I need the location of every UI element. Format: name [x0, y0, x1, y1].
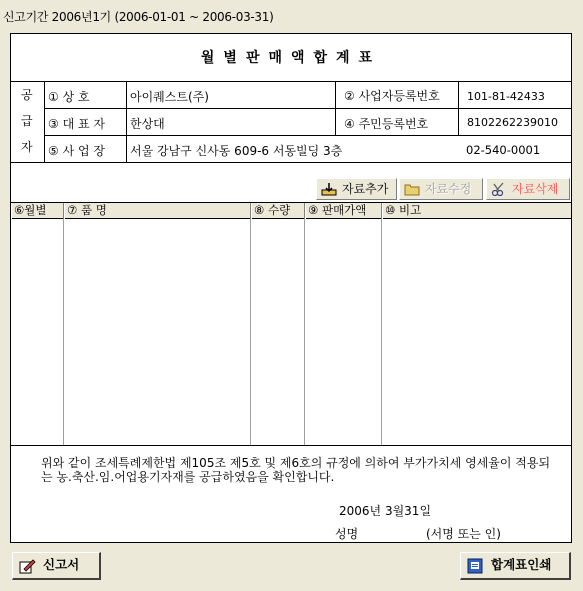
edit-data-button[interactable]	[399, 178, 483, 200]
side-char: 공	[21, 88, 33, 102]
resno-label: ④ 주민등록번호	[336, 109, 459, 136]
period-label: 신고기간 2006년1기 (2006-01-01 ~ 2006-03-31)	[3, 10, 274, 24]
add-data-label: 자료추가	[342, 182, 389, 196]
folder-icon	[404, 182, 420, 196]
notice-area	[11, 445, 571, 544]
delete-data-button[interactable]	[486, 178, 570, 200]
scissors-icon	[491, 182, 507, 196]
company-label: ① 상 호	[45, 82, 127, 109]
phone-value: 02-540-0001	[466, 143, 541, 157]
delete-data-label: 자료삭제	[512, 182, 559, 196]
bizno-label: ② 사업자등록번호	[336, 82, 459, 109]
add-data-button[interactable]	[316, 178, 397, 200]
pen-document-icon	[18, 558, 36, 574]
col-divider	[11, 219, 64, 445]
side-char: 자	[21, 140, 33, 154]
side-char: 급	[21, 114, 33, 128]
print-summary-button[interactable]	[460, 552, 571, 580]
company-value: 아이퀘스트(주)	[127, 82, 336, 109]
sign-hint: (서명 또는 인)	[426, 527, 501, 541]
print-document-icon	[466, 558, 484, 574]
addr-label: ⑤ 사 업 장	[45, 136, 127, 163]
col-note[interactable]: ⑩ 비고	[382, 203, 571, 219]
sign-label: 성명	[335, 527, 359, 541]
supplier-table	[11, 82, 571, 163]
bizno-value: 101-81-42433	[459, 82, 571, 109]
rep-value: 한상대	[127, 109, 336, 136]
col-divider	[305, 219, 382, 445]
col-month[interactable]: ⑥월별	[11, 203, 64, 219]
col-amount[interactable]: ⑨ 판매가액	[305, 203, 382, 219]
supplier-side-cell	[11, 82, 45, 163]
rep-label: ③ 대 표 자	[45, 109, 127, 136]
list-header	[11, 202, 571, 219]
notice-date: 2006년 3월31일	[339, 504, 432, 518]
addr-value: 서울 강남구 신사동 609-6 서동빌딩 3층	[127, 136, 571, 163]
col-item[interactable]: ⑦ 품 명	[64, 203, 251, 219]
form-frame	[10, 33, 572, 543]
print-summary-label: 합계표인쇄	[491, 557, 552, 572]
form-title: 월별판매액합계표	[11, 34, 571, 82]
report-button[interactable]	[12, 552, 101, 580]
list-body[interactable]	[11, 219, 571, 445]
download-tray-icon	[321, 182, 337, 196]
col-divider	[64, 219, 251, 445]
col-qty[interactable]: ⑧ 수량	[251, 203, 305, 219]
col-divider	[251, 219, 305, 445]
notice-text: 위와 같이 조세특례제한법 제105조 제5호 및 제6호의 규정에 의하여 부가가치세 영세율이 적용되는 농.축산.임.어업용기자재를 공급하였음을 확인합니다.	[41, 456, 551, 484]
report-label: 신고서	[43, 557, 80, 572]
edit-data-label: 자료수정	[425, 182, 472, 196]
resno-value: 8102262239010	[459, 109, 571, 136]
